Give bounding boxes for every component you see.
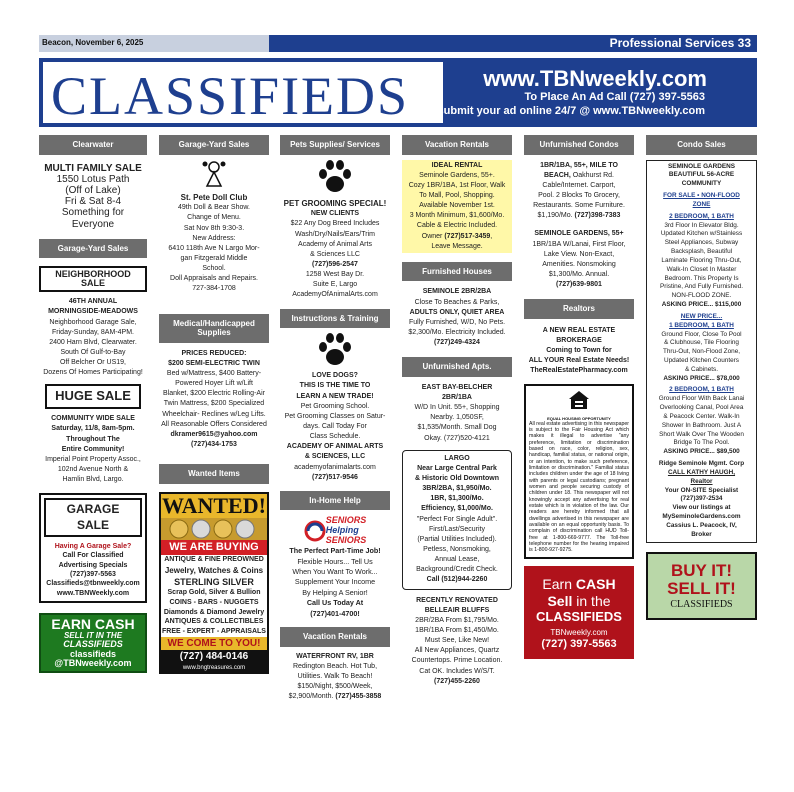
ad-line: Off Belcher Or US19, — [59, 359, 126, 367]
ad-line: All Reasonable Offers Considered — [161, 420, 267, 428]
header-garage-yard-2: Garage-Yard Sales — [159, 135, 269, 155]
ad-title: RECENTLY RENOVATED — [416, 596, 498, 604]
submit-online: or submit your ad online 24/7 @ www.TBNweekly.com — [423, 105, 705, 117]
ad-line: Wash/Dry/Nails/Ears/Trim — [295, 230, 375, 238]
ad-line: South Of Gulf-to-Bay — [60, 349, 126, 357]
doll-icon — [199, 160, 229, 188]
column-6 — [646, 135, 757, 620]
ad-title: IDEAL RENTAL — [431, 161, 483, 169]
ad-line: Class Schedule. — [309, 433, 361, 441]
buy-sell-promo — [646, 552, 757, 620]
belleair-bluffs-ad — [402, 596, 512, 687]
ad-title: 1BR, $1,300/Mo. — [430, 495, 484, 503]
listing-title: 2 BEDROOM, 1 BATH — [669, 212, 734, 220]
ad-line: View our listings at — [672, 504, 731, 512]
ad-title: ACADEMY OF ANIMAL ARTS — [286, 443, 384, 451]
ad-line: 49th Doll & Bear Show. — [178, 204, 250, 212]
garage-sale-promo — [39, 493, 147, 603]
ad-title: & Historic Old Downtown — [415, 475, 499, 483]
promo-line: BUY IT! — [670, 560, 733, 580]
morningside-ad — [39, 266, 147, 378]
ad-title: BELLEAIR BLUFFS — [424, 606, 490, 614]
place-ad-phone: To Place An Ad Call (727) 397-5563 — [524, 91, 705, 103]
ad-line: $1,535/Month. Small Dog — [417, 424, 497, 432]
header-garage-yard: Garage-Yard Sales — [39, 239, 147, 259]
ad-line: Amenities. Nonsmoking — [542, 260, 616, 268]
ad-phone: (727) 484-0146 — [161, 650, 267, 664]
ad-line: Seminole Gardens, 55+. — [419, 171, 495, 179]
ad-line: Neighborhood Garage Sale, — [49, 318, 137, 326]
ad-website[interactable]: TheRealEstatePharmacy.com — [530, 367, 628, 375]
ad-phone: (727)249-4324 — [434, 339, 480, 347]
ad-website[interactable]: www.bngtreasures.com — [161, 664, 267, 672]
header-unfurnished-apts: Unfurnished Apts. — [402, 357, 512, 377]
ad-line: Annual Lease, — [434, 556, 480, 564]
ad-phone: (727)455-2260 — [434, 677, 480, 685]
ad-title: PET GROOMING SPECIAL! — [283, 198, 387, 208]
ad-line: Coming to Town for — [546, 347, 612, 355]
ad-line: (Off of Lake) — [65, 184, 121, 196]
promo-line: Call For Classified — [62, 552, 124, 560]
ad-title: MULTI FAMILY SALE — [44, 162, 142, 174]
ad-line: Blanket, $200 Electric Rolling-Air — [163, 390, 265, 398]
pet-grooming-ad — [280, 160, 390, 301]
ad-line: 3rd Floor In Elevator Bldg. — [664, 221, 739, 229]
ad-line: Dozens Of Homes Participating! — [43, 369, 143, 377]
ad-line: FOR SALE • NON-FLOOD — [663, 192, 740, 200]
doll-club-ad — [159, 160, 269, 295]
ad-line: Your ON-SITE Specialist — [664, 486, 739, 494]
seniors-circle-icon — [304, 520, 326, 542]
promo-line: Advertising Specials — [58, 561, 128, 569]
ad-line: 1BR/1BA From $1,450/Mo. — [415, 626, 499, 634]
ad-phone: (727)397-2534 — [680, 495, 723, 503]
seminole-gardens-condo-ad — [524, 229, 634, 290]
ad-line: Close To Beaches & Parks, — [414, 298, 500, 306]
promo-line: Earn — [542, 575, 572, 592]
ad-line: To Mall, Pool, Shopping. — [419, 192, 495, 200]
love-dogs-ad — [280, 333, 390, 483]
ad-title: 3BR/2BA, $1,950/Mo. — [422, 485, 492, 493]
promo-line: EARN CASH — [51, 616, 135, 633]
ad-line: 102nd Avenue North & — [57, 465, 129, 473]
ad-line: ANTIQUES & COLLECTIBLES — [164, 618, 264, 626]
ad-title: Efficiency, $1,000/Mo. — [421, 505, 493, 513]
seminole-gardens-sales-ad — [646, 160, 757, 543]
multi-family-sale-ad — [39, 163, 147, 230]
ad-line: 2400 Harn Blvd, Clearwater. — [49, 338, 137, 346]
ad-line: Cable/Internet. Carport, — [542, 181, 616, 189]
ad-phone: Call (512)944-2260 — [426, 576, 488, 584]
ad-line: Countertops. Prime Location. — [411, 657, 503, 665]
garage-sale-sign: GARAGE SALE — [44, 498, 142, 536]
mile-to-beach-ad — [524, 161, 634, 222]
ad-title: Throughout The — [66, 435, 120, 443]
ad-line: Redington Beach. Hot Tub, — [292, 662, 378, 670]
ad-title: & SCIENCES, LLC — [304, 453, 366, 461]
header-vacation-rentals-2: Vacation Rentals — [280, 627, 390, 647]
ad-line: Cat OK. Includes W/S/T. — [419, 667, 495, 675]
asking-price: ASKING PRICE... $115,000 — [661, 301, 742, 309]
column-4 — [402, 135, 512, 687]
column-2 — [159, 135, 269, 674]
ad-line: Walk-In Closet In Master — [666, 265, 737, 273]
ad-title: 2BR/1BA — [442, 394, 472, 402]
ad-line: Diamonds & Diamond Jewelry — [163, 608, 265, 616]
ad-line: (Partial Utilities Included). — [417, 535, 497, 543]
header-unfurnished-condos: Unfurnished Condos — [524, 135, 634, 155]
ad-line: days. Call Today For — [303, 423, 367, 431]
ad-line: Something for — [61, 207, 125, 219]
listing-title: NEW PRICE... — [680, 312, 723, 320]
header-in-home-help: In-Home Help — [280, 491, 390, 511]
ad-phone: (727)596-2547 — [312, 261, 358, 269]
ad-line: 6410 118th Ave N Largo Mor- — [168, 244, 260, 252]
ad-line: & Clubhouse, Tile Flooring — [664, 339, 739, 347]
ad-line: Leave Message. — [431, 242, 483, 250]
ad-title: Saturday, 11/8, 8am-5pm. — [51, 425, 135, 433]
ad-line: Ridge Seminole Mgmt. Corp — [658, 460, 745, 468]
ad-line: Cassius L. Peacock, IV, — [666, 521, 737, 529]
ad-line: Laminate Flooring Thru-Out, — [661, 256, 742, 264]
ad-line: Petless, Nonsmoking, — [423, 546, 491, 553]
promo-line: @TBNweekly.com — [54, 658, 132, 669]
ad-line: Short Walk Over The Wooden — [659, 430, 744, 438]
seniors-helping-ad — [280, 516, 390, 619]
ad-line: Thru-Out, Non-Flood Zone, — [662, 348, 741, 356]
equal-housing-icon — [567, 389, 591, 411]
ad-title: SEMINOLE GARDENS, 55+ — [534, 230, 624, 238]
ad-line: STERLING SILVER — [174, 576, 254, 587]
fair-housing-text: All real estate advertising in this newspaper is subject to the Fair Housing Act which makes it illegal to advertise "any preference, limitation or discrimination based on race, color, religion, sex, handicap, familial status, or national origin, or an intention, to make such preference, limitation or discrimination." Familial status includes children under the age of 18 living with parents or legal custodians; pregnant women and people securing custody of children under 18. This newspaper will not knowingly accept any advertising for real estate which is in violation of the law. Our readers are hereby informed that all dwellings advertised in this newspaper are available on an equal opportunity basis. To complain of discrimination call HUD Toll-free at 1-800-669-9777. The Toll-free telephone number for the hearing impaired is 1-800-927-9275. — [529, 420, 629, 554]
ad-line: gan Fitzgerald Middle — [180, 255, 248, 263]
ad-line: First/Last/Security — [428, 525, 485, 533]
ad-title: BEAUTIFUL 56-ACRE — [668, 171, 735, 179]
ad-line: Available November 1st. — [419, 202, 495, 210]
seminole-furnished-ad — [402, 287, 512, 348]
header-clearwater: Clearwater — [39, 135, 147, 155]
ad-line: Overlooking Canal, Pool Area — [659, 404, 744, 412]
promo-line: CLASSIFIEDS — [63, 639, 123, 650]
ad-line: Powered Hoyer Lift w/Lift — [175, 380, 253, 388]
ad-website[interactable]: MySeminoleGardens.com — [662, 513, 741, 521]
ad-title: MORNINGSIDE-MEADOWS — [48, 308, 138, 316]
header-medical: Medical/Handicapped Supplies — [159, 314, 269, 343]
ad-line: 1258 West Bay Dr. — [305, 271, 365, 279]
logo-text: CLASSIFIEDS — [51, 66, 410, 126]
ad-line: COINS - BARS - NUGGETS — [169, 598, 259, 606]
ad-line: New Address: — [192, 234, 236, 242]
promo-line: CLASSIFIEDS — [536, 609, 622, 625]
fair-housing-notice — [524, 384, 634, 559]
ad-line: ZONE — [692, 200, 711, 208]
ad-line: 2BR/2BA From $1,795/Mo. — [415, 616, 499, 624]
promo-line: Sell — [547, 592, 573, 609]
column-clearwater — [39, 135, 147, 673]
ad-line: W/D In Unit. 55+, Shopping — [414, 404, 500, 412]
column-5 — [524, 135, 634, 659]
listing-title: 2 BEDROOM, 1 BATH — [669, 386, 734, 394]
ad-title: St. Pete Doll Club — [180, 192, 248, 202]
seniors-logo — [280, 516, 390, 546]
ad-line: School. — [202, 265, 226, 273]
logo-line: Helping — [325, 525, 359, 536]
promo-phone: (727)397-5563 — [70, 570, 116, 578]
ad-line: Realtor — [690, 477, 713, 485]
ad-line: Restaurants. Some Furniture. — [533, 202, 625, 210]
section-title: Professional Services 33 — [609, 36, 751, 50]
issue-date: Beacon, November 6, 2025 — [39, 35, 269, 52]
ad-line: 1550 Lotus Path — [56, 173, 130, 185]
paw-print-icon — [317, 160, 353, 194]
ad-line: Hamlin Blvd, Largo. — [62, 476, 124, 484]
ad-title: A NEW REAL ESTATE — [542, 326, 616, 334]
wanted-title: WANTED! — [162, 492, 266, 518]
ad-title: 46TH ANNUAL — [68, 298, 118, 306]
ad-line: By Helping A Senior! — [302, 587, 368, 597]
ad-line: $150/Night, $500/Week, — [297, 683, 373, 691]
ad-website[interactable]: academyofanimalarts.com — [294, 463, 376, 471]
eho-label: EQUAL HOUSING OPPORTUNITY — [547, 415, 611, 421]
ad-title: PRICES REDUCED: — [181, 349, 247, 357]
ad-line: Friday-Sunday, 8AM-4PM. — [52, 328, 134, 336]
ad-line: Flexible Hours... Tell Us — [297, 556, 373, 566]
promo-question: Having A Garage Sale? — [54, 542, 132, 550]
ad-line: Pristine, And Fully Furnished. — [659, 283, 744, 291]
ad-line: Call Us Today At — [306, 598, 364, 608]
ad-line: Nearby. 1,050SF, — [430, 414, 484, 422]
ideal-rental-ad: IDEAL RENTAL Seminole Gardens, 55+. Cozy 1BR/1BA, 1st Floor, Walk To Mall, Pool, Shopping. Available November 1st. 3 Month Minimum, $1,600/Mo. Cable & Electric Included. Owner (727)517-3459, Leave Message. — [402, 160, 512, 253]
ad-line: Oakhurst Rd. — [572, 171, 615, 179]
ad-line: "Perfect For Single Adult". — [416, 515, 498, 523]
ad-line: Jewelry, Watches & Coins — [164, 565, 264, 575]
ad-line: Broker — [691, 530, 712, 538]
ad-line: Pet Grooming School. — [300, 402, 370, 410]
ad-line: $1,300/Mo. Annual. — [548, 271, 610, 278]
ad-line: Lake View. Non-Exact, — [543, 250, 615, 258]
ad-line: $2,900/Month. — [288, 693, 334, 701]
ad-line: 1BR/1BA W/Lanai, First Floor, — [532, 240, 626, 248]
ad-line: Suite E, Largo — [312, 281, 358, 289]
asking-price: ASKING PRICE... $89,500 — [663, 448, 740, 456]
ad-line: Everyone — [71, 218, 115, 230]
ad-title: COMMUNITY WIDE SALE — [51, 415, 135, 423]
ad-line: Cozy 1BR/1BA, 1st Floor, Walk — [408, 181, 506, 189]
ad-line: Imperial Point Property Assoc., — [45, 455, 141, 463]
promo-line: classifieds — [69, 648, 117, 659]
ad-line: ANTIQUE & FINE PREOWNED — [164, 556, 264, 564]
ad-line: $22 Any Dog Breed Includes — [290, 220, 380, 228]
promo-website[interactable]: TBNweekly.com — [550, 627, 608, 637]
ad-line: Wheelchair- Reclines w/Leg Lifts. — [162, 410, 266, 418]
ad-line: CALL KATHY HAUGH, — [667, 468, 736, 476]
listing-title: 1 BEDROOM, 1 BATH — [669, 321, 734, 329]
ad-line: Okay. (727)520-4121 — [424, 434, 490, 442]
east-bay-belcher-ad — [402, 383, 512, 444]
promo-line: SELL IT! — [667, 579, 736, 599]
promo-line: CASH — [575, 575, 616, 592]
ad-line: & Peacock Center. Walk-In — [663, 412, 740, 420]
ad-line: Ground Floor, Close To Pool — [661, 330, 742, 338]
header-instructions: Instructions & Training — [280, 309, 390, 329]
ad-line: Pet Grooming Classes on Satur- — [284, 412, 386, 420]
promo-email[interactable]: Classifieds@tbnweekly.com — [46, 580, 140, 588]
ad-phone: 727-384-1708 — [192, 285, 236, 293]
ad-line: Bridge To The Pool. — [673, 439, 730, 447]
paw-print-icon — [317, 333, 353, 367]
header-pets: Pets Supplies/ Services — [280, 135, 390, 155]
header-vacation-rentals: Vacation Rentals — [402, 135, 512, 155]
ad-line: $1,190/Mo. — [537, 212, 573, 220]
largo-apartments-ad — [402, 450, 512, 590]
ad-phone: (727)398-7383 — [574, 212, 621, 220]
ad-line: Change of Menu. — [187, 214, 241, 222]
ad-title: Entire Community! — [61, 445, 125, 453]
ad-line: Bed w/Mattress, $400 Battery- — [166, 370, 262, 378]
ad-line: Owner — [421, 232, 443, 240]
waterfront-rv-ad — [280, 652, 390, 703]
ad-line: $2,300/Mo. Electricity Included. — [408, 329, 506, 337]
header-wanted: Wanted Items — [159, 464, 269, 484]
ad-line: Updated Kitchen Counters — [664, 356, 739, 364]
ad-line: Backsplash, Beautiful — [670, 248, 733, 256]
we-are-buying: WE ARE BUYING — [161, 540, 267, 555]
ad-title: 1BR/1BA, 55+, MILE TO — [540, 161, 618, 169]
ad-line: Background/Credit Check. — [416, 566, 498, 574]
real-estate-brokerage-ad — [524, 326, 634, 377]
ad-phone: (727)434-1753 — [191, 441, 237, 449]
huge-sale-sign: HUGE SALE — [45, 384, 141, 409]
ad-line: Cable & Electric Included. — [416, 222, 498, 230]
promo-line: CLASSIFIEDS — [670, 598, 733, 610]
ad-line: & Cabinets. — [684, 365, 719, 373]
ad-title: LEARN A NEW TRADE! — [296, 392, 374, 400]
ad-line: NON-FLOOD ZONE. — [671, 292, 732, 300]
ad-title: The Perfect Part-Time Job! — [289, 546, 381, 556]
ad-line: Bedroom. This Property Is — [664, 274, 739, 282]
ad-title: LOVE DOGS? — [312, 372, 358, 380]
earn-cash-red-promo — [524, 566, 634, 659]
community-wide-sale-ad — [39, 384, 147, 485]
ad-website[interactable]: AcademyOfAnimalArts.com — [292, 291, 378, 299]
promo-line: SELL IT IN THE — [63, 630, 123, 640]
logo-line: SENIORS — [325, 535, 367, 546]
ad-phone: (727)517-9546 — [312, 473, 358, 481]
ad-line: & Sciences LLC — [310, 250, 360, 258]
ad-phone: (727)455-3858 — [335, 693, 382, 701]
coins-image — [161, 518, 267, 540]
ad-title: BROKERAGE — [556, 337, 602, 345]
ad-line: Steel Appliances, Subway — [664, 239, 739, 247]
promo-line: in the — [576, 592, 611, 609]
ad-line: FREE - EXPERT - APPRAISALS — [162, 627, 266, 635]
medical-supplies-ad — [159, 349, 269, 450]
neighborhood-sale-sign: NEIGHBORHOOD SALE — [39, 266, 147, 292]
ad-line: Utilities. Walk To Beach! — [297, 673, 373, 681]
wanted-buying-ad — [159, 492, 269, 675]
promo-website[interactable]: www.TBNWeekly.com — [56, 589, 130, 597]
ad-phone: (727)517-3459 — [444, 232, 491, 240]
ad-title: Near Large Central Park — [417, 464, 497, 472]
ad-line: Fri & Sat 8-4 — [64, 196, 122, 208]
ad-line: Updated Kitchen w/Stainless — [660, 230, 743, 238]
ad-line: Twin Mattress, $200 Specialized — [163, 400, 265, 408]
classifieds-logo — [43, 62, 445, 126]
promo-phone: (727) 397-5563 — [541, 637, 617, 650]
ad-line: Doll Appraisals and Repairs. — [170, 275, 258, 283]
column-3 — [280, 135, 390, 703]
ad-line: Shower In Bathroom. Just A — [661, 421, 742, 429]
ad-line: Sat Nov 8th 9:30-3. — [183, 224, 245, 232]
asking-price: ASKING PRICE... $78,000 — [663, 374, 740, 382]
ad-line: ALL YOUR Real Estate Needs! — [528, 357, 630, 365]
top-bar — [39, 35, 757, 52]
ad-line: Supplement Your Income — [294, 577, 376, 587]
ad-title: SEMINOLE 2BR/2BA — [422, 288, 492, 296]
we-come-to-you: WE COME TO YOU! — [161, 637, 267, 651]
ad-phone: (727)639-9801 — [556, 281, 602, 289]
ad-line: When You Want To Work... — [292, 567, 378, 577]
header-condo-sales: Condo Sales — [646, 135, 757, 155]
classifieds-banner — [39, 58, 757, 127]
ad-title: EAST BAY-BELCHER — [421, 383, 493, 391]
ad-line: 3 Month Minimum, $1,600/Mo. — [409, 212, 505, 220]
ad-title: ADULTS ONLY, QUIET AREA — [409, 308, 505, 316]
earn-cash-promo — [39, 613, 147, 672]
ad-line: Pool. 2 Blocks To Grocery, — [538, 192, 620, 200]
ad-line: Must See, Like New! — [424, 637, 490, 645]
ad-line: Ground Floor With Back Lanai — [658, 395, 745, 403]
site-url[interactable]: www.TBNweekly.com — [483, 66, 707, 91]
ad-title: BEACH, — [543, 171, 571, 179]
ad-line: Academy of Animal Arts — [298, 240, 372, 248]
ad-title: NEW CLIENTS — [310, 210, 360, 218]
ad-title: THIS IS THE TIME TO — [299, 382, 371, 390]
ad-title: WATERFRONT RV, 1BR — [296, 652, 374, 660]
ad-title: SEMINOLE GARDENS — [667, 162, 736, 170]
ad-line: Fully Furnished, W/D, No Pets. — [408, 318, 506, 326]
header-realtors: Realtors — [524, 299, 634, 319]
logo-line: SENIORS — [325, 515, 367, 526]
ad-line: All New Appliances, Quartz — [414, 647, 500, 655]
ad-phone: (727)401-4700! — [310, 608, 360, 618]
ad-line: Scrap Gold, Silver & Bullion — [167, 589, 261, 597]
ad-title: COMMUNITY — [681, 180, 722, 188]
header-furnished-houses: Furnished Houses — [402, 262, 512, 282]
ad-title: LARGO — [444, 454, 470, 462]
ad-title: $200 SEMI-ELECTRIC TWIN — [168, 359, 260, 367]
ad-email[interactable]: dkramer9615@yahoo.com — [170, 430, 258, 438]
